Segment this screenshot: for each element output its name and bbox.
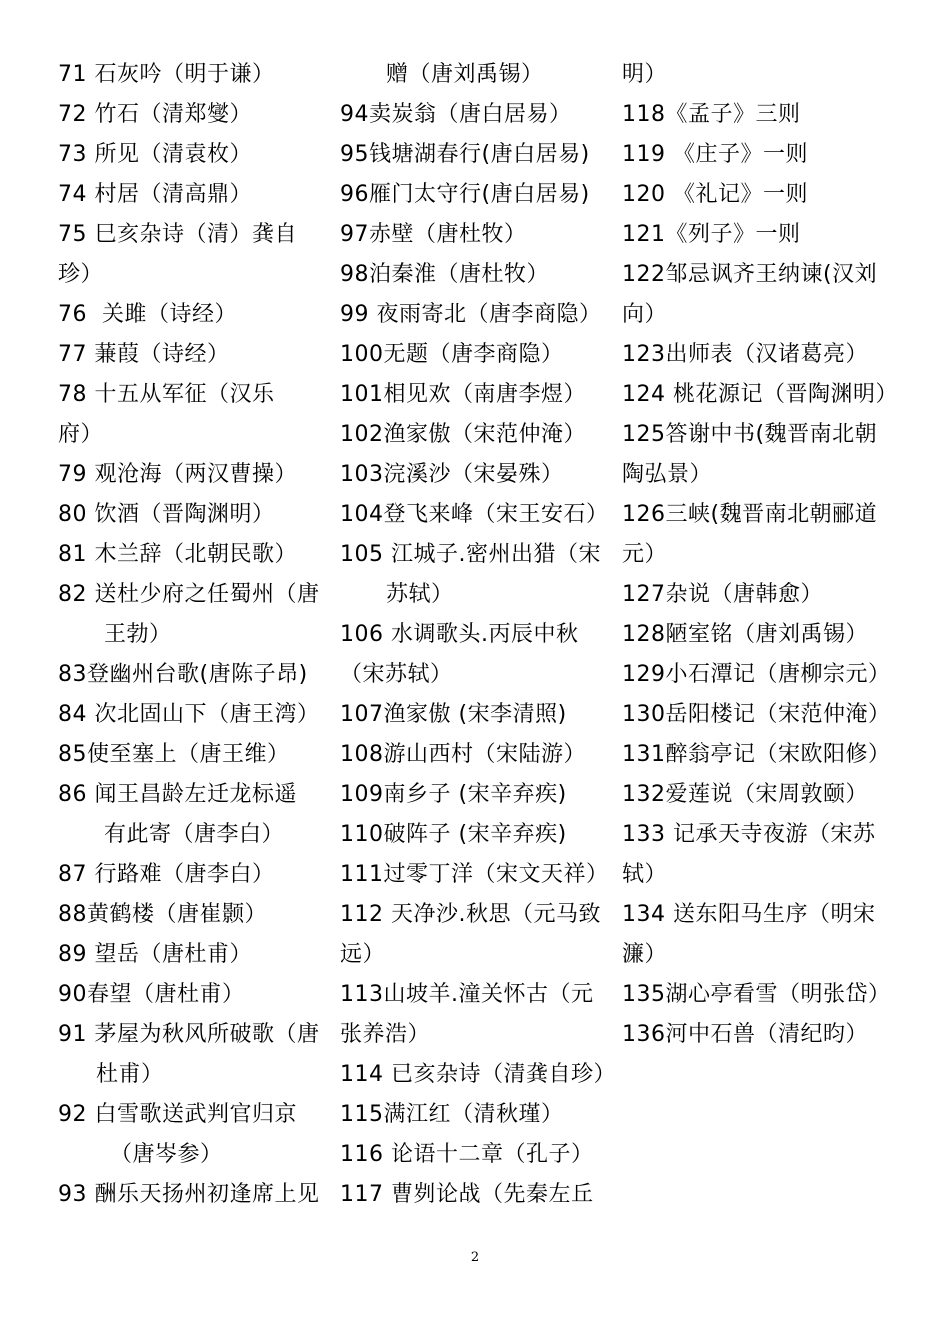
- list-item: 102渔家傲（宋范仲淹）: [340, 422, 586, 447]
- list-item: 78 十五从军征（汉乐: [58, 382, 275, 407]
- list-item: 73 所见（清袁枚）: [58, 142, 252, 167]
- list-item: 132爱莲说（宋周敦颐）: [622, 782, 868, 807]
- list-item: 82 送杜少府之任蜀州（唐: [58, 582, 320, 607]
- list-item: 84 次北固山下（唐王湾）: [58, 702, 320, 727]
- list-item: 94卖炭翁（唐白居易）: [340, 102, 572, 127]
- list-item: 97赤壁（唐杜牧）: [340, 222, 527, 247]
- list-item: 105 江城子.密州出猎（宋: [340, 542, 601, 567]
- list-item: 116 论语十二章（孔子）: [340, 1142, 594, 1167]
- list-item: 109南乡子 (宋辛弃疾): [340, 782, 567, 807]
- list-item: 108游山西村（宋陆游）: [340, 742, 586, 767]
- list-item: 92 白雪歌送武判官归京: [58, 1102, 297, 1127]
- list-item: 111过零丁洋（宋文天祥）: [340, 862, 609, 887]
- list-item-continuation: 元）: [622, 542, 668, 567]
- list-item: 131醉翁亭记（宋欧阳修）: [622, 742, 891, 767]
- list-item: 76 关雎（诗经）: [58, 302, 237, 327]
- list-item: 80 饮酒（晋陶渊明）: [58, 502, 275, 527]
- list-item-continuation: 珍）: [58, 262, 104, 287]
- list-item-continuation: 杜甫）: [96, 1062, 164, 1087]
- list-item: 83登幽州台歌(唐陈子昂): [58, 662, 308, 687]
- list-item: 120 《礼记》一则: [622, 182, 808, 207]
- list-item: 110破阵子 (宋辛弃疾): [340, 822, 567, 847]
- list-item: 125答谢中书(魏晋南北朝: [622, 422, 878, 447]
- list-item: 89 望岳（唐杜甫）: [58, 942, 252, 967]
- list-item: 104登飞来峰（宋王安石）: [340, 502, 609, 527]
- list-item: 93 酬乐天扬州初逢席上见: [58, 1182, 320, 1207]
- list-item: 106 水调歌头.丙辰中秋: [340, 622, 579, 647]
- list-item-continuation: 王勃）: [104, 622, 172, 647]
- page-number: 2: [470, 1250, 480, 1265]
- list-item: 99 夜雨寄北（唐李商隐）: [340, 302, 602, 327]
- column-2: [340, 55, 616, 1215]
- list-item: 90春望（唐杜甫）: [58, 982, 245, 1007]
- list-item: 71 石灰吟（明于谦）: [58, 62, 275, 87]
- list-item: 107渔家傲 (宋李清照): [340, 702, 567, 727]
- list-item: 74 村居（清高鼎）: [58, 182, 252, 207]
- list-item: 114 已亥杂诗（清龚自珍）: [340, 1062, 616, 1087]
- list-item: 119 《庄子》一则: [622, 142, 808, 167]
- list-item: 133 记承天寺夜游（宋苏: [622, 822, 876, 847]
- list-item: 96雁门太守行(唐白居易): [340, 182, 590, 207]
- column-1: [58, 55, 334, 1215]
- list-item: 129小石潭记（唐柳宗元）: [622, 662, 891, 687]
- list-item: 135湖心亭看雪（明张岱）: [622, 982, 891, 1007]
- list-item: 128陋室铭（唐刘禹锡）: [622, 622, 868, 647]
- column-3: [622, 55, 898, 1055]
- list-item: 86 闻王昌龄左迁龙标遥: [58, 782, 297, 807]
- list-item: 103浣溪沙（宋晏殊）: [340, 462, 564, 487]
- list-item: 100无题（唐李商隐）: [340, 342, 564, 367]
- list-item-continuation: 明）: [622, 62, 668, 87]
- list-item: 75 巳亥杂诗（清）龚自: [58, 222, 297, 247]
- list-item: 88黄鹤楼（唐崔颢）: [58, 902, 267, 927]
- list-item-continuation: 远）: [340, 942, 386, 967]
- list-item: 112 天净沙.秋思（元马致: [340, 902, 601, 927]
- list-item: 123出师表（汉诸葛亮）: [622, 342, 868, 367]
- list-item: 122邹忌讽齐王纳谏(汉刘: [622, 262, 878, 287]
- list-item: 77 蒹葭（诗经）: [58, 342, 230, 367]
- list-item-continuation: （唐岑参）: [110, 1142, 223, 1167]
- list-item: 79 观沧海（两汉曹操）: [58, 462, 297, 487]
- list-item-continuation: 府）: [58, 422, 104, 447]
- list-item: 85使至塞上（唐王维）: [58, 742, 290, 767]
- list-item: 117 曹刿论战（先秦左丘: [340, 1182, 594, 1207]
- list-item: 98泊秦淮（唐杜牧）: [340, 262, 549, 287]
- list-item-continuation: 有此寄（唐李白）: [104, 822, 285, 847]
- list-item: 113山坡羊.潼关怀古（元: [340, 982, 594, 1007]
- list-item: 136河中石兽（清纪昀）: [622, 1022, 868, 1047]
- list-item: 87 行路难（唐李白）: [58, 862, 275, 887]
- list-item-continuation: 苏轼）: [386, 582, 454, 607]
- list-item-continuation: 轼）: [622, 862, 668, 887]
- list-item: 72 竹石（清郑燮）: [58, 102, 252, 127]
- list-item: 130岳阳楼记（宋范仲淹）: [622, 702, 891, 727]
- list-item-continuation: 向）: [622, 302, 668, 327]
- list-item-continuation: 张养浩）: [340, 1022, 431, 1047]
- list-item: 91 茅屋为秋风所破歌（唐: [58, 1022, 320, 1047]
- list-item-continuation: 濂）: [622, 942, 668, 967]
- list-item: 121《列子》一则: [622, 222, 801, 247]
- list-item: 81 木兰辞（北朝民歌）: [58, 542, 297, 567]
- list-item: 118《孟子》三则: [622, 102, 801, 127]
- list-item: 134 送东阳马生序（明宋: [622, 902, 876, 927]
- list-item: 101相见欢（南唐李煜）: [340, 382, 586, 407]
- list-item-continuation: （宋苏轼）: [340, 662, 453, 687]
- list-item: 126三峡(魏晋南北朝郦道: [622, 502, 878, 527]
- list-item: 115满江红（清秋瑾）: [340, 1102, 564, 1127]
- list-item-continuation: 赠（唐刘禹锡）: [386, 62, 544, 87]
- list-item: 127杂说（唐韩愈）: [622, 582, 823, 607]
- list-item: 124 桃花源记（晋陶渊明）: [622, 382, 898, 407]
- list-item-continuation: 陶弘景）: [622, 462, 713, 487]
- list-item: 95钱塘湖春行(唐白居易): [340, 142, 590, 167]
